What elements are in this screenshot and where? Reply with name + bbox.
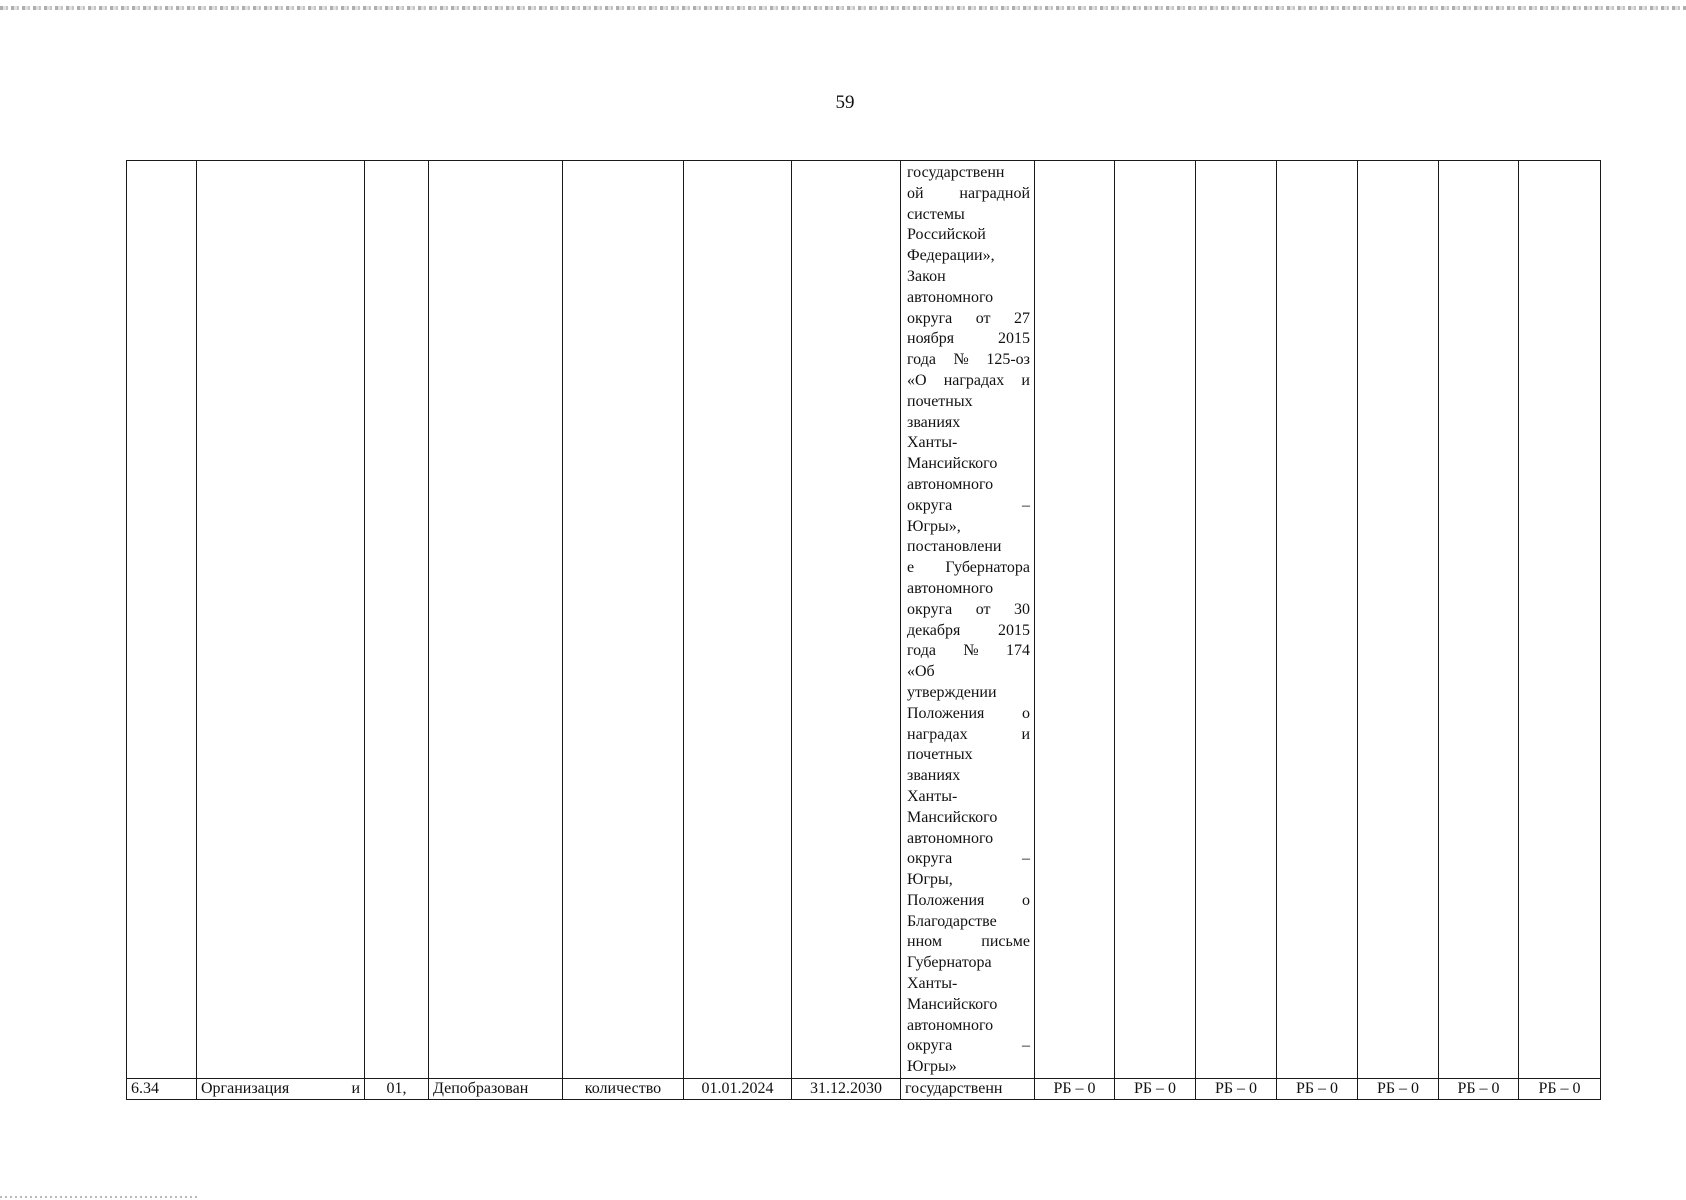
funding-cell: РБ – 0	[1035, 1079, 1115, 1100]
cell-empty	[1519, 161, 1601, 1079]
page-number: 59	[835, 92, 855, 113]
row-name-conj: и	[351, 1080, 360, 1098]
legal-basis-word: 125-оз	[986, 351, 1030, 369]
cell-empty	[684, 161, 792, 1079]
legal-basis-line: званиях	[907, 413, 961, 431]
row-name	[197, 1079, 365, 1100]
row-start-date: 01.01.2024	[684, 1079, 792, 1100]
legal-basis-line: Югры»	[907, 1058, 957, 1076]
legal-basis-word: округа	[907, 496, 953, 514]
legal-basis-word: о	[1022, 891, 1030, 909]
legal-basis-word: наградах	[907, 725, 968, 743]
legal-basis-line: Ханты-	[907, 975, 958, 993]
legal-basis-line	[907, 496, 1030, 517]
legal-basis-word: округа	[907, 600, 953, 618]
legal-basis-line: Благодарстве	[907, 912, 997, 930]
cell-empty	[1196, 161, 1277, 1079]
legal-basis-line: системы	[907, 205, 965, 223]
row-name-start: Организация	[201, 1080, 290, 1098]
funding-cell: РБ – 0	[1115, 1079, 1196, 1100]
legal-basis-line	[907, 725, 1030, 746]
legal-basis-word: и	[1021, 725, 1030, 743]
legal-basis-word: нном	[907, 933, 942, 951]
legal-basis-word: о	[1022, 704, 1030, 722]
legal-basis-line	[907, 704, 1030, 725]
legal-basis-word: №	[953, 351, 969, 369]
legal-basis-line: утверждении	[907, 683, 997, 701]
funding-cell: РБ – 0	[1358, 1079, 1439, 1100]
legal-basis-word: округа	[907, 309, 953, 327]
legal-basis-word: 30	[1013, 600, 1030, 618]
legal-basis-line: Югры,	[907, 871, 953, 889]
continuation-row	[127, 161, 1601, 1079]
legal-basis-word: письме	[981, 933, 1030, 951]
legal-basis-word: е	[907, 559, 915, 577]
cell-empty	[1277, 161, 1358, 1079]
cell-empty	[1035, 161, 1115, 1079]
legal-basis-word: «О	[907, 371, 927, 389]
scan-edge-bottom	[0, 1196, 200, 1198]
legal-basis-line: постановлени	[907, 538, 1002, 556]
legal-basis-word: Положения	[907, 704, 985, 722]
cell-empty	[127, 161, 197, 1079]
legal-basis-line: государственн	[907, 164, 1005, 181]
legal-basis-word: округа	[907, 1037, 953, 1055]
legal-basis-line: автономного	[907, 1016, 994, 1034]
legal-basis-line	[907, 932, 1030, 953]
legal-basis-word: от	[975, 309, 991, 327]
funding-cell: РБ – 0	[1439, 1079, 1519, 1100]
row-executor: Депобразован	[429, 1079, 563, 1100]
legal-basis-line: Ханты-	[907, 434, 958, 452]
legal-basis-line: Российской	[907, 226, 986, 244]
legal-basis-line	[907, 350, 1030, 371]
legal-basis-text	[901, 161, 1034, 1078]
legal-basis-word: Губернатора	[945, 559, 1030, 577]
legal-basis-word: 174	[1006, 642, 1030, 660]
legal-basis-word: декабря	[907, 621, 961, 639]
legal-basis-word: года	[907, 642, 936, 660]
legal-basis-word: и	[1021, 371, 1030, 389]
cell-empty	[1358, 161, 1439, 1079]
legal-basis-line: Югры»,	[907, 517, 961, 535]
legal-basis-line: автономного	[907, 829, 994, 847]
legal-basis-line	[907, 558, 1030, 579]
funding-cell: РБ – 0	[1277, 1079, 1358, 1100]
table-row	[127, 1079, 1601, 1100]
cell-empty	[429, 161, 563, 1079]
cell-empty	[365, 161, 429, 1079]
cell-empty	[197, 161, 365, 1079]
legal-basis-word: наградах	[943, 371, 1005, 389]
legal-basis-line: Губернатора	[907, 954, 992, 972]
legal-basis-line	[907, 600, 1030, 621]
legal-basis-word: ноября	[907, 330, 955, 348]
row-indicator: количество	[563, 1079, 684, 1100]
legal-basis-line: Ханты-	[907, 787, 958, 805]
legal-basis-word: от	[975, 600, 991, 618]
legal-basis-line: Закон	[907, 267, 946, 285]
legal-basis-line: Мансийского	[907, 808, 998, 826]
legal-basis-word: –	[1022, 496, 1030, 514]
legal-basis-line: автономного	[907, 475, 994, 493]
program-table	[126, 160, 1601, 1100]
legal-basis-line	[907, 891, 1030, 912]
legal-basis-word: №	[963, 642, 979, 660]
legal-basis-word: –	[1022, 1037, 1030, 1055]
legal-basis-word: 27	[1013, 309, 1030, 327]
legal-basis-word: года	[907, 351, 936, 369]
legal-basis-word: наградной	[959, 184, 1030, 202]
cell-empty	[563, 161, 684, 1079]
legal-basis-line	[907, 621, 1030, 642]
legal-basis-line	[907, 641, 1030, 662]
cell-empty	[792, 161, 901, 1079]
legal-basis-line	[907, 309, 1030, 330]
legal-basis-line	[907, 371, 1030, 392]
legal-basis-line: Мансийского	[907, 455, 998, 473]
legal-basis-word: 2015	[998, 330, 1030, 348]
legal-basis-line: Федерации»,	[907, 247, 995, 265]
legal-basis-word: Положения	[907, 891, 985, 909]
row-basis: государственн	[901, 1079, 1035, 1100]
legal-basis-word: округа	[907, 850, 953, 868]
row-code: 01,	[365, 1079, 429, 1100]
legal-basis-word: –	[1022, 850, 1030, 868]
row-number: 6.34	[127, 1079, 197, 1100]
legal-basis-line	[907, 329, 1030, 350]
row-end-date: 31.12.2030	[792, 1079, 901, 1100]
legal-basis-line: почетных	[907, 392, 973, 410]
legal-basis-cell	[901, 161, 1035, 1079]
legal-basis-line: «Об	[907, 663, 935, 681]
funding-cell: РБ – 0	[1196, 1079, 1277, 1100]
legal-basis-line: Мансийского	[907, 995, 998, 1013]
legal-basis-line: автономного	[907, 288, 994, 306]
legal-basis-line	[907, 849, 1030, 870]
cell-empty	[1115, 161, 1196, 1079]
legal-basis-line	[907, 184, 1030, 205]
funding-cell: РБ – 0	[1519, 1079, 1601, 1100]
legal-basis-line: званиях	[907, 767, 961, 785]
legal-basis-word: ой	[907, 184, 924, 202]
legal-basis-line: автономного	[907, 579, 994, 597]
legal-basis-line	[907, 1036, 1030, 1057]
scan-edge-top	[0, 6, 1686, 10]
legal-basis-word: 2015	[998, 621, 1030, 639]
legal-basis-line: почетных	[907, 746, 973, 764]
cell-empty	[1439, 161, 1519, 1079]
